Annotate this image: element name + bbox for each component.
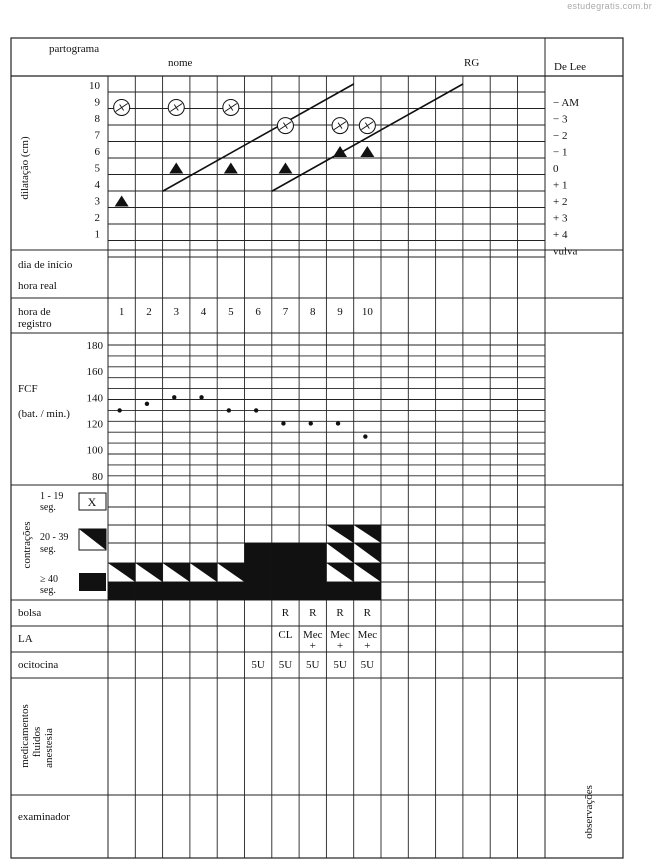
dilatation-tick-label: 9	[94, 96, 100, 109]
fcf-tick-label: 80	[92, 470, 103, 483]
watermark: estudegratis.com.br	[567, 1, 652, 11]
grid-lines	[108, 76, 545, 858]
rg-label: RG	[464, 57, 480, 69]
dilatation-tick-label: 8	[94, 113, 100, 125]
contraction-diagonal-cell	[163, 563, 190, 582]
ocitocina-value: 5U	[251, 659, 265, 671]
la-value: Mec +	[357, 629, 378, 652]
name-label: nome	[168, 57, 193, 69]
fcf-tick-label: 120	[86, 418, 103, 431]
delee-tick-label: + 3	[553, 212, 568, 225]
fcf-point	[172, 395, 176, 399]
fcf-tick-label: 160	[86, 366, 103, 379]
fcf-point	[363, 434, 367, 438]
contraction-solid-cell	[326, 582, 353, 600]
fetal-head-mark	[359, 118, 375, 134]
hour-label: 9	[337, 306, 343, 318]
hour-labels	[119, 306, 373, 318]
delee-label: De Lee	[554, 61, 587, 73]
fcf-point	[281, 421, 285, 425]
contraction-solid-cell	[135, 582, 162, 600]
dilatation-tick-label: 5	[94, 162, 100, 175]
dilatation-guide-lines	[163, 84, 463, 191]
delee-tick-label: + 4	[553, 229, 568, 241]
dilatation-tick-label: 3	[94, 195, 100, 208]
dilatation-label: dilatação (cm)	[19, 136, 31, 200]
contraction-diagonal-cell	[354, 525, 381, 543]
contraction-solid-cell	[190, 582, 217, 600]
legend-unit: seg.	[40, 585, 56, 596]
hour-label: 5	[228, 306, 234, 318]
bolsa-label: bolsa	[18, 607, 42, 619]
fetal-head-mark	[168, 99, 184, 115]
dilatation-tick-label: 6	[94, 146, 100, 158]
contraction-solid-cell	[272, 582, 299, 600]
legend-range: ≥ 40	[40, 574, 58, 585]
la-label: LA	[18, 633, 33, 645]
action-line	[272, 84, 463, 191]
contraction-diagonal-cell	[326, 543, 353, 563]
contraction-solid-cell	[245, 543, 272, 563]
delee-tick-label: + 2	[553, 196, 568, 208]
contraction-diagonal-cell	[354, 543, 381, 563]
bolsa-value: R	[363, 607, 372, 619]
cervix-triangle-mark	[115, 196, 129, 207]
la-value: Mec +	[330, 629, 350, 652]
start-day-label: dia de início	[18, 259, 73, 271]
cervix-triangle-mark	[169, 163, 183, 174]
hour-label: 8	[310, 306, 316, 318]
contraction-solid-cell	[108, 582, 135, 600]
contraction-solid-cell	[299, 563, 326, 582]
bolsa-value: R	[336, 607, 344, 619]
contraction-solid-cell	[163, 582, 190, 600]
contraction-diagonal-cell	[190, 563, 217, 582]
examiner-label: examinador	[18, 811, 70, 823]
medications-label-line: medicamentos	[19, 704, 31, 768]
fetal-head-mark	[332, 118, 348, 134]
dilatation-tick-label: 10	[89, 80, 100, 92]
delee-tick-label: + 1	[553, 179, 568, 192]
contraction-solid-cell	[272, 543, 299, 563]
cervix-triangle-mark	[224, 163, 238, 174]
delee-tick-label: vulva	[553, 245, 578, 258]
contraction-diagonal-cell	[326, 525, 353, 543]
fcf-point	[199, 395, 203, 399]
hour-label: 4	[200, 306, 207, 318]
contraction-diagonal-cell	[326, 563, 353, 582]
contraction-solid-cell	[217, 582, 244, 600]
fcf-tick-label: 100	[86, 444, 103, 457]
delee-tick-label: − 2	[553, 130, 568, 142]
fetal-head-mark	[223, 99, 239, 115]
contraction-solid-cell	[299, 543, 326, 563]
ocitocina-value: 5U	[333, 659, 347, 671]
ocitocina-value: 5U	[306, 659, 320, 671]
legend-range: 1 - 19	[40, 491, 64, 502]
hour-label: 2	[146, 306, 152, 318]
legend-range: 20 - 39	[40, 532, 69, 543]
delee-tick-label: 0	[553, 163, 559, 175]
legend-x-symbol: X	[87, 495, 97, 509]
partograph-title: partograma	[49, 43, 100, 55]
contraction-solid-cell	[299, 582, 326, 600]
delee-tick-label: − AM	[553, 97, 580, 109]
contraction-solid-cell	[245, 582, 272, 600]
delee-scale	[553, 97, 579, 258]
cervix-triangle-mark	[278, 163, 292, 174]
contraction-diagonal-cell	[135, 563, 162, 582]
dilatation-tick-label: 1	[94, 228, 100, 241]
contraction-solid-cell	[245, 563, 272, 582]
contraction-solid-cell	[272, 563, 299, 582]
contraction-solid-cell	[354, 582, 381, 600]
row-values	[251, 607, 377, 671]
fcf-point	[254, 408, 258, 412]
fcf-point	[309, 421, 313, 425]
fcf-tick-label: 180	[86, 340, 103, 352]
hour-label: 7	[282, 306, 289, 318]
la-value: CL	[278, 629, 293, 641]
fcf-point	[227, 408, 231, 412]
fcf-scale	[87, 340, 104, 483]
legend-box-long	[79, 573, 106, 591]
medications-label-line: anestesia	[43, 728, 55, 768]
contraction-diagonal-cell	[354, 563, 381, 582]
medications-label	[19, 704, 55, 768]
bolsa-value: R	[309, 607, 317, 619]
fcf-point	[117, 408, 121, 412]
dilatation-tick-label: 7	[94, 129, 100, 142]
hour-label: 10	[361, 306, 373, 318]
hour-label: 1	[118, 306, 125, 318]
legend-unit: seg.	[40, 502, 56, 513]
fcf-point	[145, 402, 149, 406]
fcf-tick-label: 140	[86, 392, 103, 405]
medications-label-line: fluidos	[31, 726, 43, 758]
contraction-diagonal-cell	[108, 563, 135, 582]
ocitocina-value: 5U	[278, 659, 293, 671]
ocitocina-label: ocitocina	[18, 659, 59, 671]
fcf-unit: (bat. / min.)	[18, 408, 70, 420]
alert-line	[163, 84, 354, 191]
fetal-head-mark	[114, 99, 130, 115]
fcf-point	[336, 421, 340, 425]
cervix-triangle-mark	[333, 146, 347, 157]
fetal-head-mark	[277, 118, 293, 134]
dilatation-tick-label: 2	[94, 212, 100, 224]
delee-tick-label: − 1	[553, 146, 568, 159]
fcf-label: FCF	[18, 383, 38, 395]
hour-label: 6	[255, 306, 261, 318]
bolsa-value: R	[281, 607, 290, 619]
dilatation-scale	[89, 80, 101, 241]
hour-label: 3	[173, 306, 179, 318]
row-dividers	[11, 250, 623, 795]
contractions-legend	[40, 491, 106, 596]
delee-tick-label: − 3	[553, 113, 568, 126]
real-time-label: hora real	[18, 280, 57, 292]
dilatation-tick-label: 4	[94, 179, 100, 191]
cervix-triangle-mark	[360, 146, 374, 157]
la-value: Mec +	[302, 629, 323, 652]
contractions-label: contrações	[21, 521, 33, 569]
contraction-diagonal-cell	[217, 563, 244, 582]
observations-label: observações	[583, 785, 595, 839]
legend-unit: seg.	[40, 544, 56, 555]
register-time-label: hora de registro	[18, 306, 52, 330]
ocitocina-value: 5U	[360, 659, 375, 671]
